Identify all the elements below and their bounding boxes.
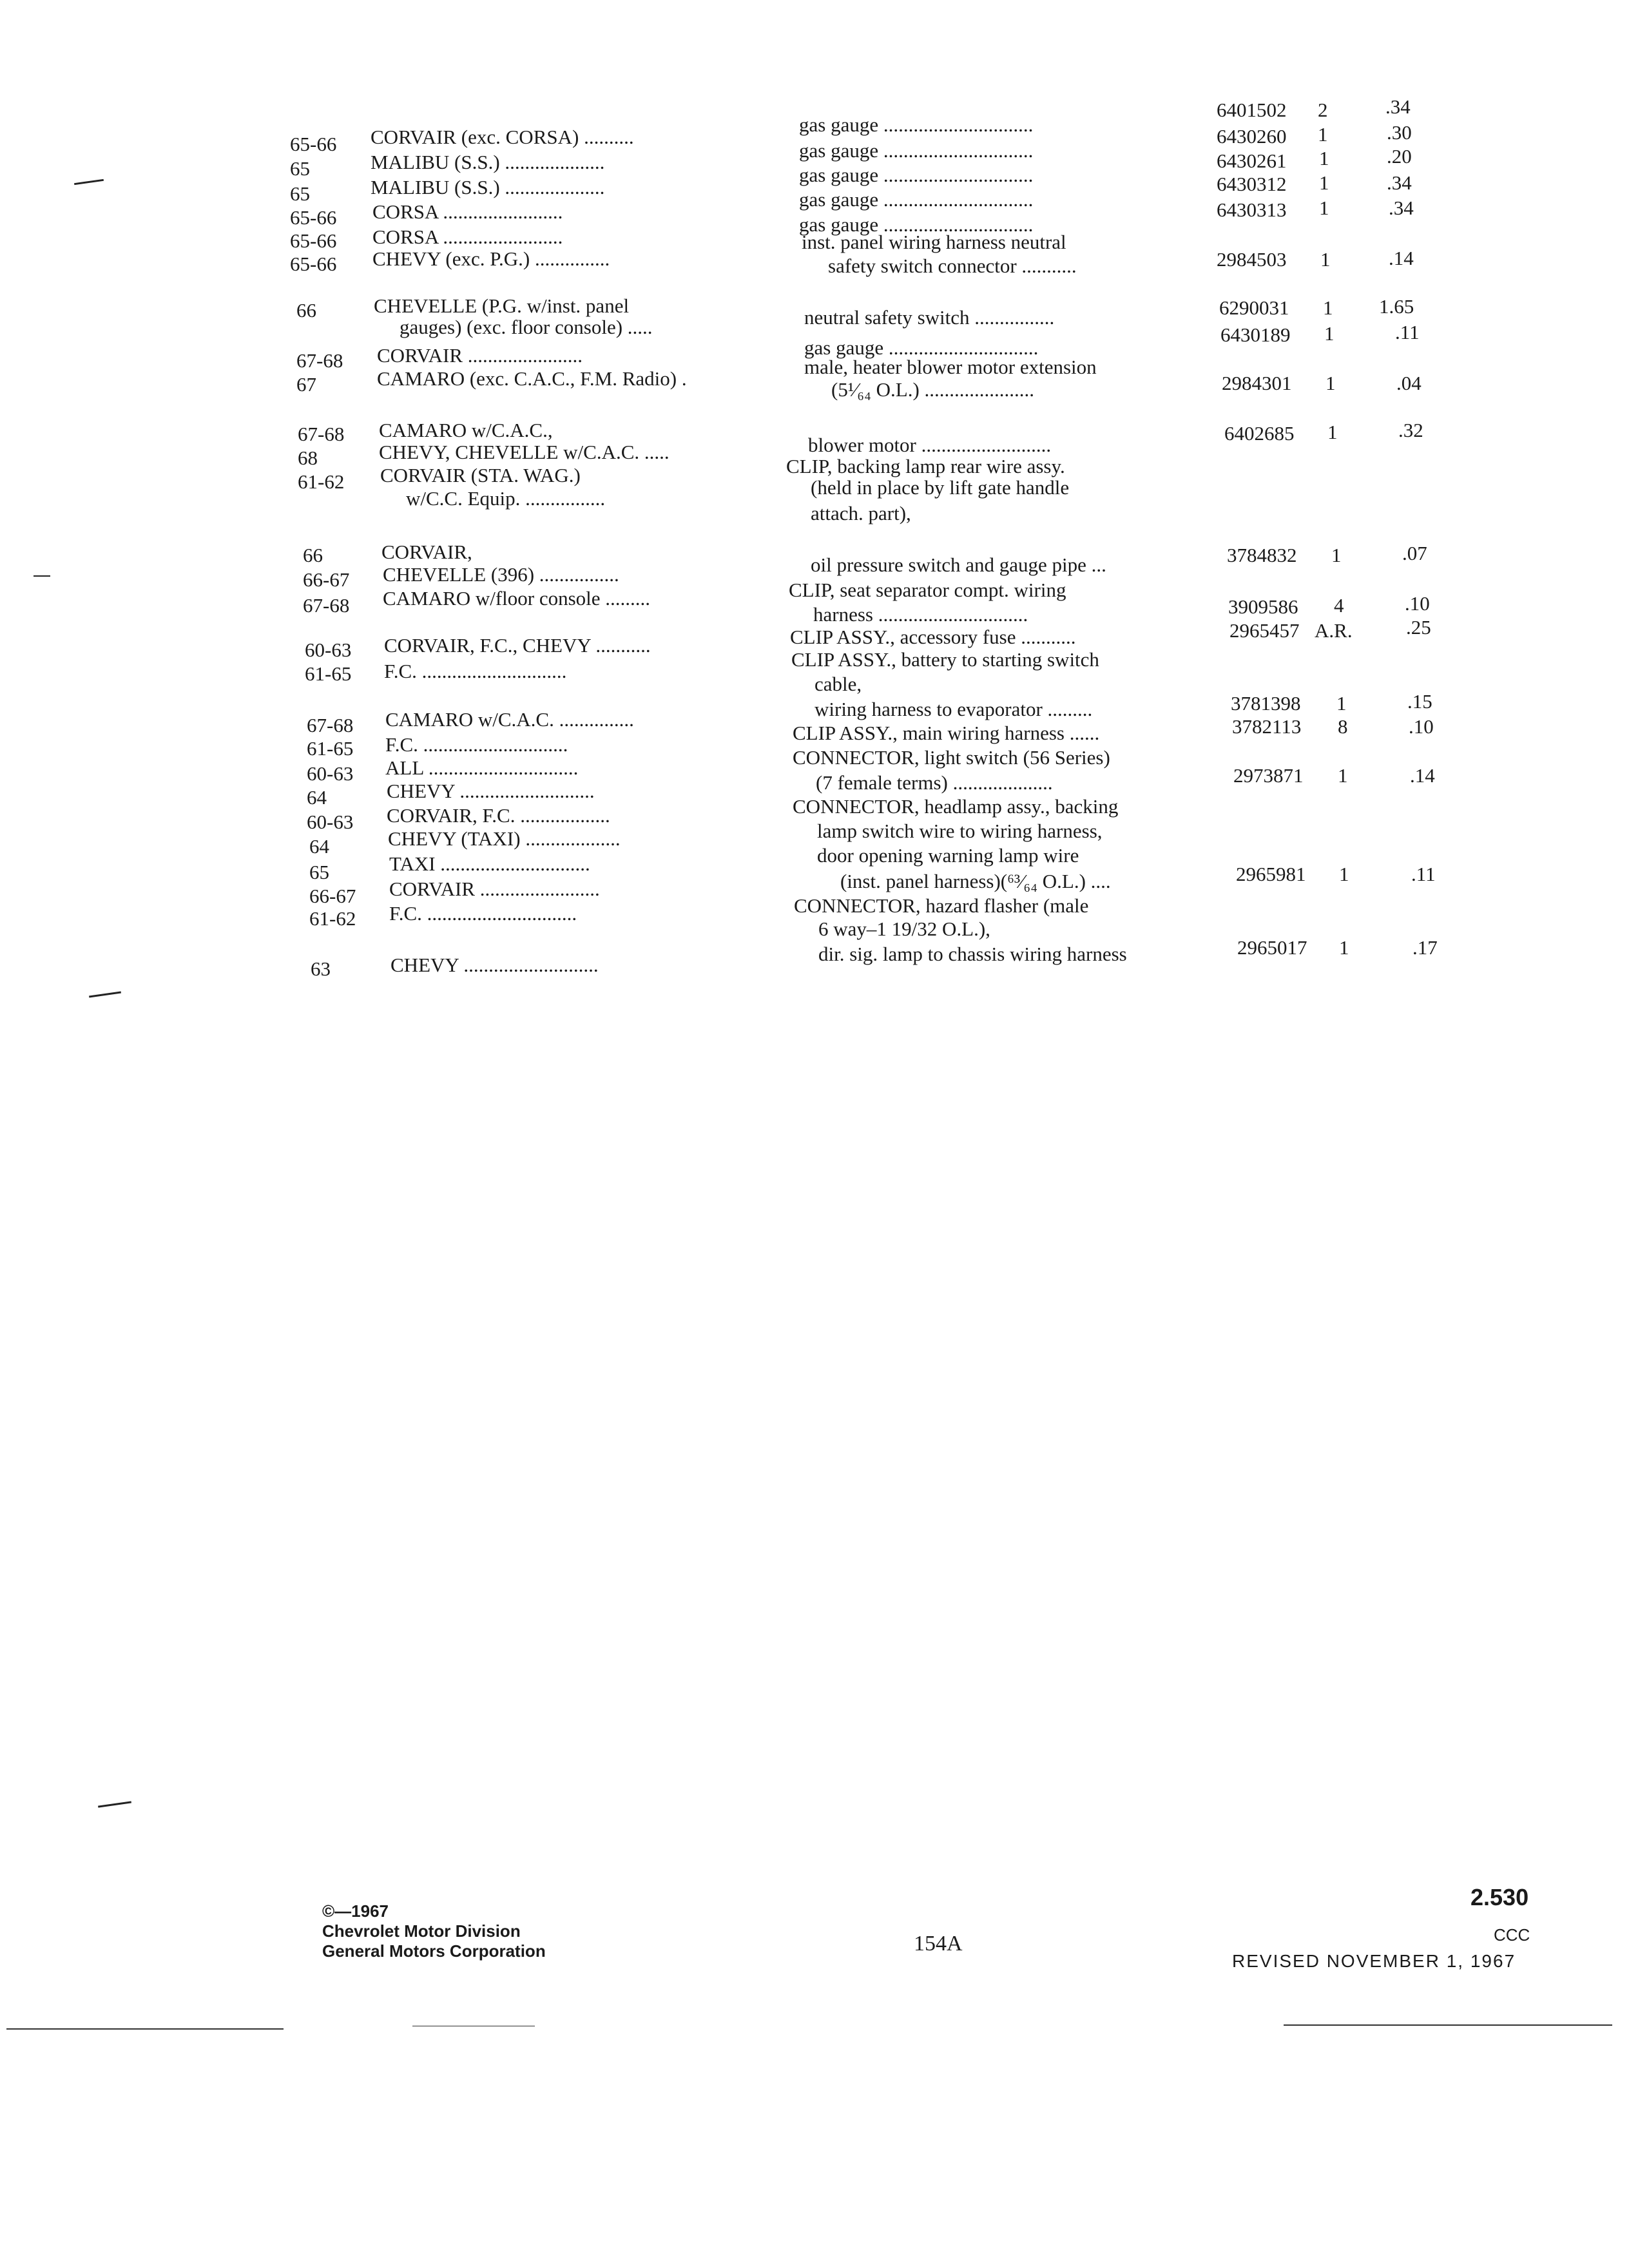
year-cell: 63 (311, 957, 331, 980)
quantity: 1 (1319, 197, 1329, 219)
description-cell: CLIP ASSY., accessory fuse ........... (790, 626, 1076, 648)
quantity: A.R. (1315, 619, 1353, 642)
description-cell: door opening warning lamp wire (817, 844, 1079, 867)
part-number: 3782113 (1232, 715, 1302, 738)
quantity: 1 (1318, 123, 1328, 146)
year-cell: 67-68 (307, 714, 354, 736)
year-cell: 66 (296, 299, 316, 322)
quantity: 1 (1319, 147, 1329, 169)
description-cell: CLIP ASSY., battery to starting switch (791, 648, 1099, 671)
description-cell: (held in place by lift gate handle (811, 476, 1070, 499)
description-cell: attach. part), (811, 502, 911, 524)
year-cell: 67-68 (298, 423, 345, 445)
year-cell: 65-66 (290, 206, 337, 229)
model-cell: CAMARO w/C.A.C. ............... (385, 708, 634, 731)
year-cell: 68 (298, 447, 318, 469)
description-cell: CONNECTOR, headlamp assy., backing (793, 795, 1119, 818)
part-number: 2973871 (1233, 764, 1304, 787)
model-cell: CORSA ........................ (372, 226, 563, 248)
section-code: CCC (1494, 1925, 1530, 1945)
model-cell: MALIBU (S.S.) .................... (371, 176, 605, 198)
description-cell: inst. panel wiring harness neutral (802, 231, 1066, 253)
year-cell: 60-63 (305, 639, 352, 661)
revised-date: REVISED NOVEMBER 1, 1967 (1232, 1951, 1516, 1971)
model-cell: CHEVY (exc. P.G.) ............... (372, 247, 610, 270)
model-cell: F.C. ............................. (385, 733, 568, 756)
description-cell: (inst. panel harness)(⁶³⁄₆₄ O.L.) .... (840, 870, 1111, 892)
quantity: 8 (1338, 715, 1348, 738)
year-cell: 66 (303, 544, 323, 566)
model-cell: CAMARO (exc. C.A.C., F.M. Radio) . (377, 367, 687, 390)
description-cell: harness .............................. (813, 603, 1028, 626)
year-cell: 65 (309, 861, 329, 883)
page-number: 154A (914, 1932, 963, 1956)
year-cell: 67-68 (303, 594, 350, 617)
model-cell: CORVAIR ........................ (389, 878, 600, 900)
quantity: 1 (1339, 863, 1349, 885)
price: .34 (1389, 197, 1414, 219)
year-cell: 61-62 (309, 907, 356, 930)
description-cell: blower motor .......................... (808, 434, 1052, 456)
model-cell: CORVAIR, (381, 541, 472, 563)
description-cell: male, heater blower motor extension (804, 356, 1097, 378)
price: .30 (1387, 121, 1412, 144)
year-cell: 67 (296, 373, 316, 396)
year-cell: 65-66 (290, 253, 337, 275)
price: .34 (1385, 95, 1411, 118)
model-cell: CORVAIR, F.C., CHEVY ........... (384, 634, 651, 657)
price: .20 (1387, 145, 1412, 168)
year-cell: 66-67 (309, 885, 356, 907)
description-cell: (5¹⁄₆₄ O.L.) ...................... (831, 378, 1035, 401)
year-cell: 65-66 (290, 133, 337, 155)
part-number: 6401502 (1217, 99, 1287, 121)
model-cell: F.C. .............................. (389, 902, 577, 925)
section-number: 2.530 (1470, 1884, 1529, 1910)
price: .04 (1396, 372, 1422, 394)
description-cell: CLIP, seat separator compt. wiring (789, 579, 1066, 601)
quantity: 1 (1331, 544, 1342, 566)
quantity: 1 (1319, 171, 1329, 194)
price: .14 (1389, 247, 1414, 269)
year-cell: 65 (290, 157, 310, 180)
price: .32 (1398, 419, 1423, 441)
model-cell: CHEVELLE (P.G. w/inst. panel (374, 294, 630, 317)
model-cell: CHEVY ........................... (387, 780, 595, 802)
description-cell: gas gauge .............................. (799, 164, 1034, 186)
year-cell: 61-62 (298, 470, 345, 493)
margin-mark (74, 179, 104, 185)
description-cell: dir. sig. lamp to chassis wiring harness (818, 943, 1127, 965)
part-number: 6430189 (1220, 323, 1291, 346)
description-cell: (7 female terms) .................... (816, 771, 1053, 794)
year-cell: 61-65 (305, 662, 352, 685)
description-cell: gas gauge .............................. (799, 139, 1034, 162)
model-cell: CHEVY ........................... (390, 954, 599, 976)
year-cell: 60-63 (307, 762, 354, 785)
model-cell: CORVAIR ....................... (377, 344, 583, 367)
part-number: 6430260 (1217, 125, 1287, 148)
price: .14 (1410, 764, 1435, 787)
part-number: 6430312 (1217, 173, 1287, 195)
year-cell: 65-66 (290, 229, 337, 252)
description-cell: gas gauge .............................. (804, 336, 1039, 359)
price: .15 (1407, 690, 1432, 713)
part-number: 2965457 (1229, 619, 1300, 642)
price: .25 (1406, 616, 1431, 639)
quantity: 1 (1327, 421, 1338, 443)
price: .11 (1411, 863, 1436, 885)
part-number: 2965017 (1237, 936, 1307, 959)
year-cell: 64 (307, 786, 327, 809)
description-cell: neutral safety switch ................ (804, 306, 1055, 329)
price: .10 (1409, 715, 1434, 738)
quantity: 1 (1323, 296, 1333, 319)
year-cell: 66-67 (303, 568, 350, 591)
description-cell: CONNECTOR, light switch (56 Series) (793, 746, 1110, 769)
price: .11 (1395, 321, 1420, 343)
description-cell: CONNECTOR, hazard flasher (male (794, 894, 1089, 917)
price: .07 (1402, 542, 1427, 564)
part-number: 6430261 (1217, 149, 1287, 172)
description-cell: oil pressure switch and gauge pipe ... (811, 553, 1106, 576)
quantity: 1 (1320, 248, 1331, 271)
year-cell: 60-63 (307, 811, 354, 833)
corporation-line: General Motors Corporation (322, 1941, 546, 1961)
model-cell: CHEVELLE (396) ................ (383, 563, 619, 586)
description-cell: wiring harness to evaporator ......... (815, 698, 1093, 720)
description-cell: safety switch connector ........... (828, 255, 1077, 277)
quantity: 1 (1338, 764, 1348, 787)
model-cell: CAMARO w/floor console ......... (383, 587, 651, 610)
description-cell: CLIP ASSY., main wiring harness ...... (793, 722, 1100, 744)
margin-mark (89, 992, 121, 998)
margin-mark (34, 575, 50, 577)
description-cell: CLIP, backing lamp rear wire assy. (786, 455, 1065, 477)
bottom-rule-left (6, 2028, 284, 2030)
price: .34 (1387, 171, 1412, 194)
description-cell: gas gauge .............................. (799, 188, 1034, 211)
description-cell: gas gauge .............................. (799, 213, 1034, 236)
quantity: 1 (1325, 372, 1336, 394)
quantity: 4 (1334, 594, 1344, 617)
year-cell: 65 (290, 182, 310, 205)
quantity: 1 (1336, 692, 1347, 715)
margin-mark (98, 1801, 131, 1807)
description-cell: 6 way–1 19/32 O.L.), (818, 918, 990, 940)
model-cell: CORVAIR (STA. WAG.) (380, 464, 581, 486)
part-number: 2984503 (1217, 248, 1287, 271)
quantity: 1 (1324, 322, 1335, 345)
part-number: 6402685 (1224, 422, 1295, 445)
quantity: 2 (1318, 99, 1328, 121)
price: .17 (1412, 936, 1438, 959)
model-cell: CHEVY, CHEVELLE w/C.A.C. ..... (379, 441, 670, 463)
part-number: 6430313 (1217, 198, 1287, 221)
model-cell: ALL .............................. (385, 756, 579, 779)
price: 1.65 (1379, 295, 1414, 318)
model-cell: CAMARO w/C.A.C., (379, 419, 553, 441)
bottom-rule-right (1284, 2024, 1612, 2026)
model-cell: gauges) (exc. floor console) ..... (400, 316, 653, 338)
description-cell: gas gauge .............................. (799, 113, 1034, 136)
description-cell: lamp switch wire to wiring harness, (817, 820, 1103, 842)
year-cell: 67-68 (296, 349, 343, 372)
description-cell: cable, (815, 673, 862, 695)
division-line: Chevrolet Motor Division (322, 1921, 521, 1941)
model-cell: TAXI .............................. (389, 852, 590, 875)
model-cell: w/C.C. Equip. ................ (406, 487, 606, 510)
model-cell: CORSA ........................ (372, 200, 563, 223)
year-cell: 61-65 (307, 737, 354, 760)
part-number: 3784832 (1227, 544, 1297, 566)
part-number: 2965981 (1236, 863, 1306, 885)
copyright-line: ©—1967 (322, 1901, 389, 1921)
part-number: 3909586 (1228, 595, 1298, 618)
quantity: 1 (1339, 936, 1349, 959)
part-number: 3781398 (1231, 692, 1301, 715)
part-number: 6290031 (1219, 296, 1289, 319)
part-number: 2984301 (1222, 372, 1292, 394)
model-cell: CORVAIR (exc. CORSA) .......... (371, 126, 634, 148)
model-cell: F.C. ............................. (384, 660, 567, 682)
model-cell: CORVAIR, F.C. .................. (387, 804, 610, 827)
model-cell: MALIBU (S.S.) .................... (371, 151, 605, 173)
price: .10 (1405, 592, 1430, 615)
year-cell: 64 (309, 835, 329, 858)
model-cell: CHEVY (TAXI) ................... (388, 827, 621, 850)
